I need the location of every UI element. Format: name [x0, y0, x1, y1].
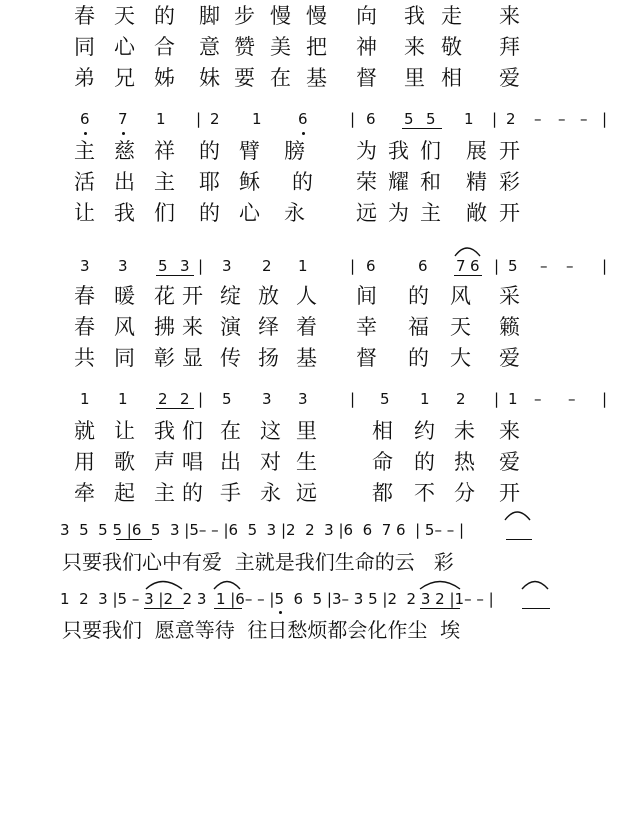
barline: |	[198, 390, 204, 408]
lyric-char: 牵	[74, 481, 95, 505]
lyric-char: 精	[466, 170, 487, 194]
lyric-char: 主	[74, 139, 95, 163]
underline	[522, 608, 550, 609]
dash: –	[566, 257, 574, 275]
slur	[522, 582, 548, 590]
lyric-char: 我	[114, 201, 135, 225]
lyric-char: 对	[260, 450, 281, 474]
lyric-char: 美	[270, 35, 291, 59]
note: 5	[380, 390, 390, 408]
lyric-char: 的	[199, 201, 220, 225]
lyric-char: 绎	[258, 315, 279, 339]
lyric-char: 开	[499, 481, 520, 505]
barline: |	[196, 110, 202, 128]
lyric-char: 让	[74, 201, 95, 225]
low-octave-dot	[84, 132, 87, 135]
lyric-char: 要	[234, 66, 255, 90]
note: 6	[366, 257, 376, 275]
lyric-char: 来	[499, 419, 520, 443]
barline: |	[602, 110, 608, 128]
note: 5	[158, 257, 168, 275]
lyric-char: 绽	[220, 284, 241, 308]
lyric-char: 的	[414, 450, 435, 474]
lyric-char: 兄	[114, 66, 135, 90]
lyric-char: 分	[454, 481, 475, 505]
lyric-char: 间	[356, 284, 377, 308]
barline: |	[350, 257, 356, 275]
note: 5	[222, 390, 232, 408]
lyric-char: 膀	[284, 139, 305, 163]
lyric-char: 开	[499, 201, 520, 225]
lyric-char: 妹	[199, 66, 220, 90]
lyric-char: 约	[414, 419, 435, 443]
lyric-char: 的	[154, 4, 175, 28]
underline	[506, 539, 532, 540]
lyric-char: 为	[388, 201, 409, 225]
lyric-char: 生	[296, 450, 317, 474]
dash: –	[558, 110, 566, 128]
lyric-char: 用	[74, 450, 95, 474]
lyric-char: 来	[182, 315, 203, 339]
note: 1	[118, 390, 128, 408]
lyric-char: 我	[404, 4, 425, 28]
note: 2	[262, 257, 272, 275]
lyric-char: 同	[114, 346, 135, 370]
chorus-lyric-line-1: 只要我们心中有爱 主就是我们生命的云 彩	[62, 550, 454, 574]
lyric-char: 脚	[199, 4, 220, 28]
lyric-char: 们	[182, 419, 203, 443]
lyric-char: 天	[114, 4, 135, 28]
lyric-char: 主	[154, 481, 175, 505]
lyric-char: 花	[154, 284, 175, 308]
lyric-char: 慢	[270, 4, 291, 28]
lyric-char: 主	[154, 170, 175, 194]
lyric-char: 姊	[154, 66, 175, 90]
underline	[454, 275, 482, 276]
barline: |	[602, 390, 608, 408]
lyric-char: 向	[356, 4, 377, 28]
lyric-char: 来	[499, 4, 520, 28]
lyric-char: 的	[199, 139, 220, 163]
lyric-char: 为	[356, 139, 377, 163]
note: 5	[404, 110, 414, 128]
lyric-char: 步	[234, 4, 255, 28]
lyric-char: 春	[74, 284, 95, 308]
lyric-char: 扬	[258, 346, 279, 370]
note: 6	[418, 257, 428, 275]
lyric-char: 着	[296, 315, 317, 339]
lyric-char: 走	[441, 4, 462, 28]
lyric-char: 共	[74, 346, 95, 370]
note: 7	[456, 257, 466, 275]
note: 6	[298, 110, 308, 128]
low-octave-dot	[302, 132, 305, 135]
lyric-char: 督	[356, 66, 377, 90]
note: 2	[210, 110, 220, 128]
lyric-char: 远	[356, 201, 377, 225]
note: 1	[508, 390, 518, 408]
lyric-char: 的	[292, 170, 313, 194]
lyric-char: 把	[306, 35, 327, 59]
barline: |	[494, 257, 500, 275]
lyric-char: 主	[420, 201, 441, 225]
lyric-char: 慢	[306, 4, 327, 28]
note: 3	[118, 257, 128, 275]
lyric-char: 演	[220, 315, 241, 339]
lyric-char: 起	[114, 481, 135, 505]
underline	[116, 539, 152, 540]
lyric-char: 我	[388, 139, 409, 163]
lyric-char: 天	[450, 315, 471, 339]
note: 6	[470, 257, 480, 275]
lyric-char: 同	[74, 35, 95, 59]
lyric-char: 展	[466, 139, 487, 163]
lyric-char: 我	[154, 419, 175, 443]
lyric-char: 都	[372, 481, 393, 505]
lyric-char: 心	[239, 201, 260, 225]
note: 2	[456, 390, 466, 408]
lyric-char: 里	[404, 66, 425, 90]
lyric-char: 福	[408, 315, 429, 339]
note: 2	[180, 390, 190, 408]
lyric-char: 祥	[154, 139, 175, 163]
lyric-char: 在	[220, 419, 241, 443]
note: 6	[80, 110, 90, 128]
lyric-char: 稣	[239, 170, 260, 194]
underline	[420, 608, 460, 609]
lyric-char: 传	[220, 346, 241, 370]
slur	[455, 248, 480, 256]
note: 6	[366, 110, 376, 128]
lyric-char: 风	[114, 315, 135, 339]
note: 5	[508, 257, 518, 275]
lyric-char: 采	[499, 284, 520, 308]
lyric-char: 基	[306, 66, 327, 90]
barline: |	[350, 390, 356, 408]
lyric-char: 的	[408, 346, 429, 370]
note: 1	[298, 257, 308, 275]
note: 3	[222, 257, 232, 275]
lyric-char: 们	[420, 139, 441, 163]
lyric-char: 爱	[499, 450, 520, 474]
dash: –	[534, 110, 542, 128]
lyric-char: 督	[356, 346, 377, 370]
lyric-char: 们	[154, 201, 175, 225]
lyric-char: 放	[258, 284, 279, 308]
lyric-char: 远	[296, 481, 317, 505]
lyric-char: 弟	[74, 66, 95, 90]
lyric-char: 敬	[441, 35, 462, 59]
slur	[505, 512, 530, 520]
slur	[146, 582, 182, 590]
lyric-char: 开	[182, 284, 203, 308]
lyric-char: 大	[450, 346, 471, 370]
note: 1	[252, 110, 262, 128]
lyric-char: 人	[296, 284, 317, 308]
barline: |	[350, 110, 356, 128]
lyric-char: 彰	[154, 346, 175, 370]
lyric-char: 出	[114, 170, 135, 194]
slur	[214, 582, 240, 590]
lyric-char: 来	[404, 35, 425, 59]
lyric-char: 在	[270, 66, 291, 90]
lyric-char: 基	[296, 346, 317, 370]
lyric-char: 就	[74, 419, 95, 443]
lyric-char: 手	[220, 481, 241, 505]
lyric-char: 风	[450, 284, 471, 308]
notation-row-5: 1 2 3 |5 – 3 |2 2 3 1 |6– – |5 6 5 |3– 3 5 |2 2 3 2 |1– – |	[60, 590, 494, 608]
lyric-char: 籁	[499, 315, 520, 339]
underline	[144, 608, 184, 609]
note: 3	[180, 257, 190, 275]
underline	[214, 608, 242, 609]
dash: –	[568, 390, 576, 408]
note: 3	[298, 390, 308, 408]
lyric-char: 慈	[114, 139, 135, 163]
note: 2	[506, 110, 516, 128]
low-octave-dot	[279, 611, 282, 614]
underline	[402, 128, 442, 129]
lyric-char: 心	[114, 35, 135, 59]
lyric-char: 相	[372, 419, 393, 443]
chorus-lyric-line-2: 只要我们 愿意等待 往日愁烦都会化作尘 埃	[62, 618, 461, 642]
lyric-char: 暖	[114, 284, 135, 308]
barline: |	[494, 390, 500, 408]
dash: –	[540, 257, 548, 275]
notation-row-4: 3 5 5 5 |6 5 3 |5– – |6 5 3 |2 2 3 |6 6 7 6 | 5– – |	[60, 521, 465, 539]
lyric-char: 赞	[234, 35, 255, 59]
lyric-char: 让	[114, 419, 135, 443]
note: 3	[80, 257, 90, 275]
lyric-char: 拂	[154, 315, 175, 339]
lyric-char: 意	[199, 35, 220, 59]
note: 7	[118, 110, 128, 128]
lyric-char: 荣	[356, 170, 377, 194]
lyric-char: 春	[74, 4, 95, 28]
barline: |	[492, 110, 498, 128]
lyric-char: 耀	[388, 170, 409, 194]
barline: |	[602, 257, 608, 275]
lyric-char: 不	[414, 481, 435, 505]
lyric-char: 彩	[499, 170, 520, 194]
lyric-char: 合	[154, 35, 175, 59]
dash: –	[534, 390, 542, 408]
lyric-char: 这	[260, 419, 281, 443]
lyric-char: 开	[499, 139, 520, 163]
lyric-char: 未	[454, 419, 475, 443]
lyric-char: 命	[372, 450, 393, 474]
note: 1	[80, 390, 90, 408]
barline: |	[198, 257, 204, 275]
lyric-char: 里	[296, 419, 317, 443]
lyric-char: 爱	[499, 66, 520, 90]
lyric-char: 拜	[499, 35, 520, 59]
lyric-char: 相	[441, 66, 462, 90]
lyric-char: 爱	[499, 346, 520, 370]
low-octave-dot	[122, 132, 125, 135]
lyric-char: 热	[454, 450, 475, 474]
note: 1	[464, 110, 474, 128]
lyric-char: 幸	[356, 315, 377, 339]
lyric-char: 神	[356, 35, 377, 59]
lyric-char: 臂	[239, 139, 260, 163]
note: 1	[156, 110, 166, 128]
lyric-char: 永	[284, 201, 305, 225]
lyric-char: 的	[408, 284, 429, 308]
lyric-char: 出	[220, 450, 241, 474]
note: 5	[426, 110, 436, 128]
underline	[156, 275, 194, 276]
lyric-char: 的	[182, 481, 203, 505]
lyric-char: 唱	[182, 450, 203, 474]
dash: –	[580, 110, 588, 128]
lyric-char: 春	[74, 315, 95, 339]
slur	[420, 582, 460, 590]
lyric-char: 和	[420, 170, 441, 194]
note: 3	[262, 390, 272, 408]
lyric-char: 活	[74, 170, 95, 194]
lyric-char: 永	[260, 481, 281, 505]
note: 2	[158, 390, 168, 408]
lyric-char: 声	[154, 450, 175, 474]
lyric-char: 显	[182, 346, 203, 370]
lyric-char: 敞	[466, 201, 487, 225]
note: 1	[420, 390, 430, 408]
underline	[156, 408, 194, 409]
lyric-char: 耶	[199, 170, 220, 194]
lyric-char: 歌	[114, 450, 135, 474]
